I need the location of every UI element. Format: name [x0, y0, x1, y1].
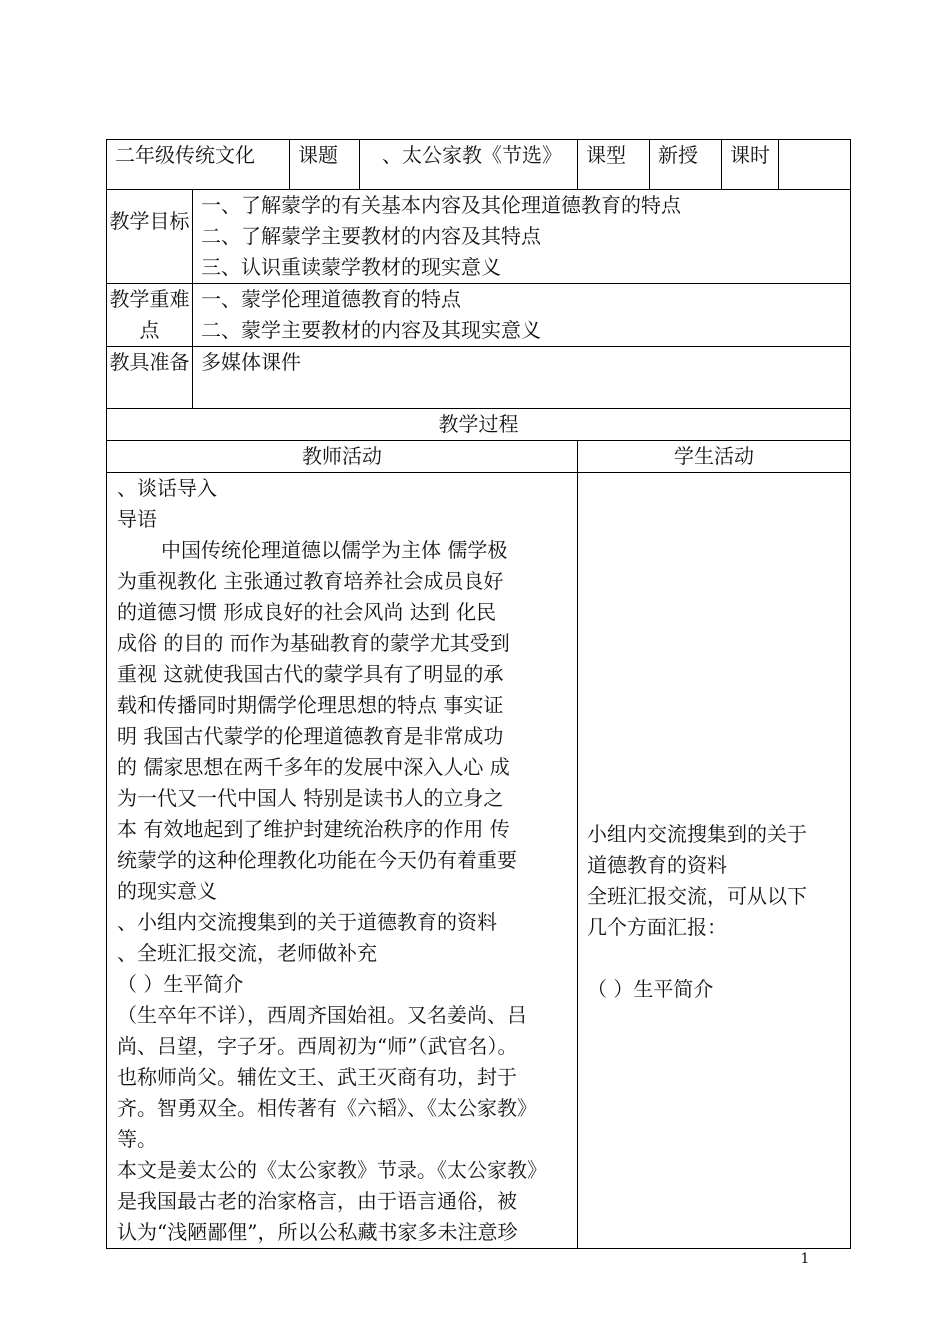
student-line: 几个方面汇报： — [587, 915, 727, 939]
process-title-row — [107, 409, 851, 441]
teacher-line: 的 儒家思想在两千多年的发展中深入人心 成 — [117, 755, 510, 779]
teacher-line: 本文是姜太公的《太公家教》节录。《太公家教》 — [117, 1158, 547, 1182]
key-point-item: 一、蒙学伦理道德教育的特点 — [201, 287, 461, 311]
topic-label: 课题 — [290, 140, 360, 190]
teacher-line: 为一代又一代中国人 特别是读书人的立身之 — [117, 786, 504, 810]
key-points-row — [107, 284, 851, 347]
student-line: 小组内交流搜集到的关于 — [587, 822, 807, 846]
teacher-activity-header: 教师活动 — [107, 441, 578, 473]
teacher-line: 、谈话导入 — [117, 476, 217, 500]
teacher-line: 本 有效地起到了维护封建统治秩序的作用 传 — [117, 817, 510, 841]
key-points-label: 教学重难点 — [107, 284, 193, 347]
teacher-line: 也称师尚父。辅佐文王、武王灭商有功，封于 — [117, 1065, 517, 1089]
lesson-plan-table — [106, 139, 851, 1249]
teacher-line: 明 我国古代蒙学的伦理道德教育是非常成功 — [117, 724, 504, 748]
teacher-line: 尚、吕望，字子牙。西周初为“师”（武官名）。 — [117, 1034, 518, 1058]
teacher-line: 认为“浅陋鄙俚”，所以公私藏书家多未注意珍 — [117, 1220, 518, 1244]
objectives-label: 教学目标 — [107, 190, 193, 284]
materials-row — [107, 347, 851, 409]
teacher-line: （ ）生平简介 — [117, 972, 244, 996]
student-activity-header: 学生活动 — [578, 441, 851, 473]
type-value: 新授 — [650, 140, 722, 190]
page-number: 1 — [800, 1251, 810, 1267]
student-line: 道德教育的资料 — [587, 853, 727, 877]
objectives-content — [193, 190, 851, 284]
teacher-line: 重视 这就使我国古代的蒙学具有了明显的承 — [117, 662, 504, 686]
subject-cell: 二年级传统文化 — [107, 140, 290, 190]
topic-value: 、太公家教《节选》 — [360, 140, 578, 190]
objectives-row — [107, 190, 851, 284]
hours-value — [779, 140, 851, 190]
teacher-line: 是我国最古老的治家格言，由于语言通俗，被 — [117, 1189, 517, 1213]
teacher-line: 的现实意义 — [117, 879, 217, 903]
objective-item: 二、了解蒙学主要教材的内容及其特点 — [201, 224, 541, 248]
objective-item: 三、认识重读蒙学教材的现实意义 — [201, 255, 501, 279]
teacher-line: 载和传播同时期儒学伦理思想的特点 事实证 — [117, 693, 504, 717]
student-activity-cell — [578, 473, 851, 1249]
teacher-line: 中国传统伦理道德以儒学为主体 儒学极 — [161, 538, 508, 562]
materials-label: 教具准备 — [107, 347, 193, 409]
student-line: （ ）生平简介 — [587, 977, 714, 1001]
teacher-line: 统蒙学的这种伦理教化功能在今天仍有着重要 — [117, 848, 517, 872]
type-label: 课型 — [578, 140, 650, 190]
teacher-line: 导语 — [117, 507, 157, 531]
teacher-line: 等。 — [117, 1127, 157, 1151]
teacher-line: （生卒年不详），西周齐国始祖。又名姜尚、吕 — [117, 1003, 527, 1027]
teacher-line: 齐。智勇双全。相传著有《六韬》、《太公家教》 — [117, 1096, 537, 1120]
materials-value: 多媒体课件 — [193, 347, 851, 409]
teacher-line: 成俗 的目的 而作为基础教育的蒙学尤其受到 — [117, 631, 510, 655]
teacher-line: 、全班汇报交流，老师做补充 — [117, 941, 377, 965]
objective-item: 一、了解蒙学的有关基本内容及其伦理道德教育的特点 — [201, 193, 681, 217]
student-line: 全班汇报交流，可从以下 — [587, 884, 807, 908]
teacher-line: 的道德习惯 形成良好的社会风尚 达到 化民 — [117, 600, 497, 624]
key-points-content — [193, 284, 851, 347]
header-row — [107, 140, 851, 190]
blank-line — [587, 943, 850, 974]
teacher-line: 、小组内交流搜集到的关于道德教育的资料 — [117, 910, 497, 934]
teacher-activity-cell — [107, 473, 578, 1249]
teacher-line: 为重视教化 主张通过教育培养社会成员良好 — [117, 569, 504, 593]
activity-header-row — [107, 441, 851, 473]
activity-content-row — [107, 473, 851, 1249]
process-title: 教学过程 — [107, 409, 851, 441]
hours-label: 课时 — [722, 140, 779, 190]
key-point-item: 二、蒙学主要教材的内容及其现实意义 — [201, 318, 541, 342]
